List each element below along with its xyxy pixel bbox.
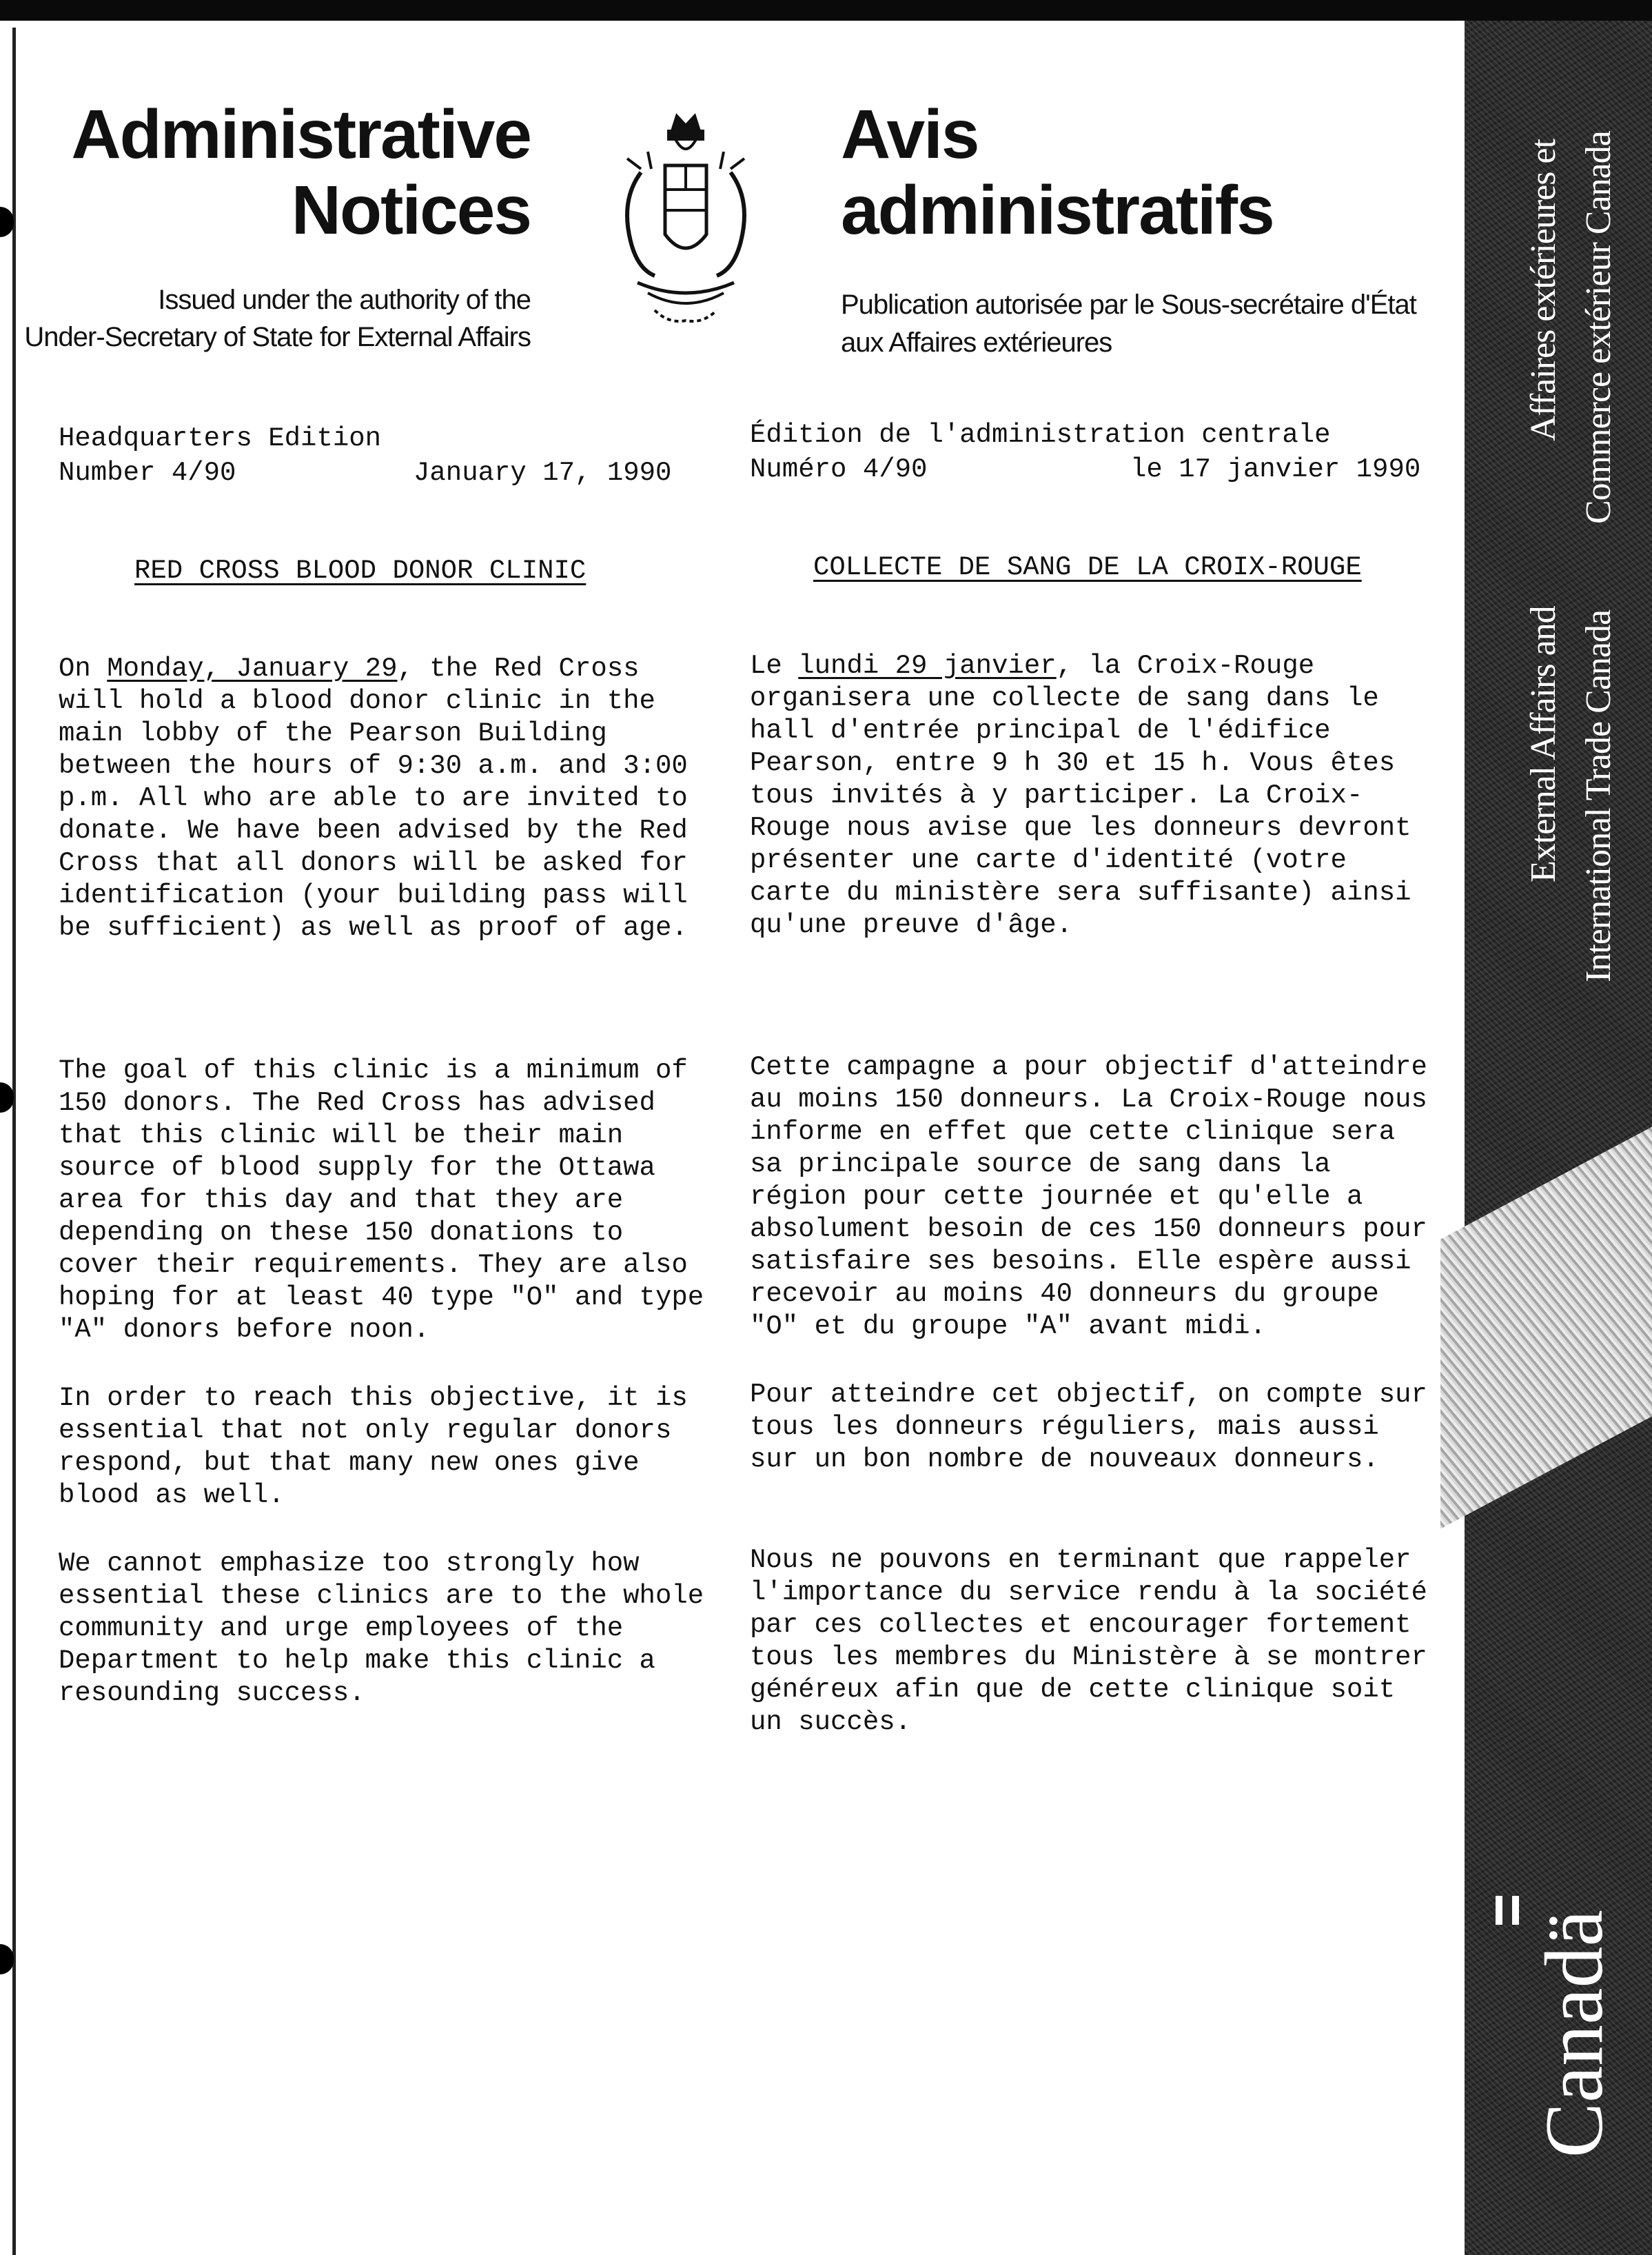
scan-top-edge bbox=[0, 0, 1652, 21]
paragraph-en-2: The goal of this clinic is a minimum of 150 donors. The Red Cross has advised that this clinic will be their main source of blood supply for the Ottawa area for this day and that they are depending on these 150 donations to cover their requirements. They are also hoping for at least 40 type "O" and type "A" donors before noon. bbox=[59, 1055, 704, 1345]
coat-of-arms-icon bbox=[600, 103, 772, 338]
paragraph-fr-2: Cette campagne a pour objectif d'atteindre au moins 150 donneurs. La Croix-Rouge nous informe en effet que cette clinique sera sa principale source de sang dans la région pour cette journée et qu'elle a absolument besoin de ces 150 donneurs pour satisfaire ses besoins. Elle espère aussi recevoir au moins 40 donneurs du groupe "O" et du groupe "A" avant midi. bbox=[750, 1052, 1427, 1342]
banner-en-line1: External Affairs and bbox=[1524, 606, 1563, 882]
banner-fr-line2: Commerce extérieur Canada bbox=[1579, 131, 1618, 524]
punch-hole bbox=[0, 207, 14, 237]
subtitle-en-line2: Under-Secretary of State for External Affairs bbox=[24, 322, 531, 352]
banner-fr-line1: Affaires extérieures et bbox=[1524, 139, 1563, 441]
binding-rule bbox=[12, 28, 16, 2255]
edition-fr: Édition de l'administration centrale bbox=[750, 420, 1331, 450]
title-en-line1: Administrative bbox=[71, 96, 531, 173]
edition-en: Headquarters Edition bbox=[59, 423, 382, 454]
text: , la Croix-Rouge organisera une collecte de sang dans le hall d'entrée principal de l'édifice Pearson, entre 9 h 30 et 15 h. Vous êtes tous invités à y participer. La Croix-Rouge nous avise que les donneurs devront présenter une carte d'identité (votre carte du ministère sera suffisante) ainsi qu'une preuve d'âge. bbox=[750, 651, 1411, 940]
paragraph-en-3: In order to reach this objective, it is essential that not only regular donors respond, but that many new ones give blood as well. bbox=[59, 1383, 688, 1510]
edition-number-en: Number 4/90 bbox=[59, 458, 236, 488]
subtitle-fr-line1: Publication autorisée par le Sous-secrétaire d'État bbox=[841, 290, 1416, 320]
event-date-en: Monday, January 29 bbox=[107, 654, 398, 684]
subtitle-fr-line2: aux Affaires extérieures bbox=[841, 327, 1112, 358]
edition-date-fr: le 17 janvier 1990 bbox=[1130, 454, 1421, 485]
text: On bbox=[59, 654, 108, 684]
paragraph-fr-1 bbox=[750, 650, 1439, 942]
title-fr-line1: Avis bbox=[841, 96, 979, 173]
event-date-fr: lundi 29 janvier bbox=[798, 651, 1057, 681]
paragraph-en-1 bbox=[59, 653, 713, 944]
title-fr-line2: administratifs bbox=[841, 172, 1274, 249]
heading-en: RED CROSS BLOOD DONOR CLINIC bbox=[134, 556, 587, 586]
paragraph-en-4: We cannot emphasize too strongly how essential these clinics are to the whole community and urge employees of the Department to help make this clinic a resounding success. bbox=[59, 1548, 704, 1708]
paragraph-fr-3: Pour atteindre cet objectif, on compte sur tous les donneurs réguliers, mais aussi sur un bon nombre de nouveaux donneurs. bbox=[750, 1379, 1427, 1475]
banner-en-line2: International Trade Canada bbox=[1579, 609, 1618, 982]
flag-icon bbox=[1496, 1896, 1519, 1925]
edition-number-fr: Numéro 4/90 bbox=[750, 454, 928, 485]
edition-date-en: January 17, 1990 bbox=[414, 458, 672, 488]
text: Le bbox=[750, 651, 799, 681]
text: , the Red Cross will hold a blood donor clinic in the main lobby of the Pearson Building between the hours of 9:30 a.m. and 3:00 p.m. All who are able to are invited to donate. We have been advised by the Red Cross that all donors will be asked for identification (your building pass will be sufficient) as well as proof of age. bbox=[59, 654, 688, 943]
canada-wordmark: Canadä bbox=[1528, 1910, 1620, 2158]
paragraph-fr-4: Nous ne pouvons en terminant que rappeler l'importance du service rendu à la société par ces collectes et encourager fortement tous les membres du Ministère à se montrer généreux afin que de cette clinique soit un succès. bbox=[750, 1545, 1427, 1737]
punch-hole bbox=[0, 1944, 14, 1974]
subtitle-en-line1: Issued under the authority of the bbox=[158, 285, 531, 315]
title-en-line2: Notices bbox=[291, 172, 531, 249]
heading-fr: COLLECTE DE SANG DE LA CROIX-ROUGE bbox=[813, 552, 1362, 583]
punch-hole bbox=[0, 1082, 14, 1113]
